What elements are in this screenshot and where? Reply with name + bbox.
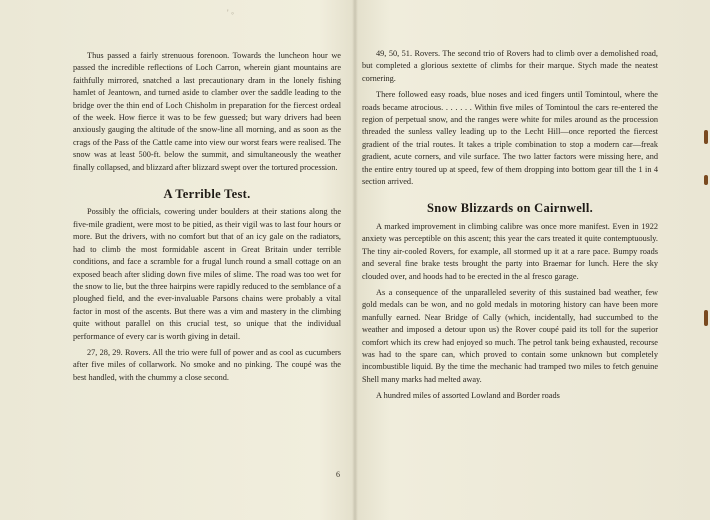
left-heading: A Terrible Test. bbox=[163, 187, 251, 202]
edge-tab-mark bbox=[704, 130, 708, 144]
edge-tab-mark bbox=[704, 175, 708, 185]
edge-tab-mark bbox=[704, 310, 708, 326]
right-page-column bbox=[362, 48, 658, 407]
page-gutter bbox=[352, 0, 358, 520]
right-paragraph-1: 49, 50, 51. Rovers. The second trio of Rovers had to climb over a demolished road, but completed a glorious sextette of climbs for their marque. Stych made the neatest cornering. bbox=[362, 49, 658, 83]
right-paragraph-4: As a consequence of the unparalleled severity of this sustained bad weather, few gold medals can be won, and no gold medals in motoring history can have been more manfully earned. Near Bridge of Cally (which, incidentally, had succumbed to the weather and imposed a detour upon us) the Rover coupé paid its toll for the superior comfort which its crew had enjoyed so much. The petrol tank being exhausted, recourse was had to the spare can, which proved to contain some unknown but completely incombustible liquid. By the time the mechanic had tramped two miles to fetch genuine Shell many marks had melted away. bbox=[362, 287, 658, 384]
right-paragraph-3: A marked improvement in climbing calibre was once more manifest. Even in 1922 anxiety was perceptible on this ascent; this year the cars treated it quite contemptuously. The tiny air-cooled Rovers, for example, all stormed up it at a rare pace. Bumpy roads and several fine brake tests brought the party into Braemar for lunch. Here the sky clouded over, and hoods had to be erected in the al fresco garage. bbox=[362, 221, 658, 281]
page-number: 6 bbox=[336, 470, 340, 479]
right-paragraph-2: There followed easy roads, blue noses and iced fingers until Tomintoul, where the roads became atrocious. . . . . . . Within five miles of Tomintoul the cars re-entered the region of perpetual snow, and the ranges were white for miles around as the procession threaded the sunless valley leading up to the Lecht Hill—once reported the fiercest gradient of the trial routes. It takes a triple combination to stop a modern car—freak gradient, acute corners, and vile surface. The two latter factors were missing here, and the entire entry toured up at speed, few of them dropping into bottom gear till the 1 in 4 section arrived. bbox=[362, 90, 658, 187]
left-paragraph-1: Thus passed a fairly strenuous forenoon. Towards the luncheon hour we passed the incredible reflections of Loch Carron, wherein giant mountains are faithfully mirrored, snatched a last precautionary dram in the lonely fishing hamlet of Jeantown, and turned aside to clamber over the saddle leading to the bridge over the thin end of Loch Chisholm in preparation for the fiercest ordeal of the week. How fierce it was to be few guessed; but wary drivers had been anxiously gauging the altitude of the snow-line all morning, and as soon as the crags of the Pass of the Cattle came into view our worst fears were realised. The snow was at least 500-ft. below the summit, and simultaneously the weather finally collapsed, and blizzard after blizzard swept over the tortured procession. bbox=[73, 51, 341, 172]
left-page-column bbox=[73, 50, 341, 388]
left-paragraph-2: Possibly the officials, cowering under boulders at their stations along the five-mile gradient, were most to be pitied, as their vigil was to last four hours or more. But the drivers, with no comfort but that of an icy gale on the radiators, had to climb the most formidable ascent in Great Britain under terrible conditions, and face a scramble for a frugal lunch round a small cottage on an exposed beach after sliding down five miles of slime. The road was too wet for the snow to lie, but the three hairpins were rapidly reduced to the semblance of a ploughed field, and the ever-invaluable Parsons chains were probably a vital factor in most of the ascents. But there was a vim and mastery in the climbing quite without parallel on this crucial test, so unique that the individual performance of every car is worth giving in detail. bbox=[73, 207, 341, 341]
right-heading: Snow Blizzards on Cairnwell. bbox=[426, 201, 594, 216]
pencil-mark: ' ◦ bbox=[227, 8, 235, 18]
right-paragraph-5: A hundred miles of assorted Lowland and Border roads bbox=[376, 391, 560, 401]
left-paragraph-3: 27, 28, 29. Rovers. All the trio were full of power and as cool as cucumbers after five miles of collarwork. No smoke and no pinking. The coupé was the best handled, with the chummy a close second. bbox=[73, 347, 341, 382]
